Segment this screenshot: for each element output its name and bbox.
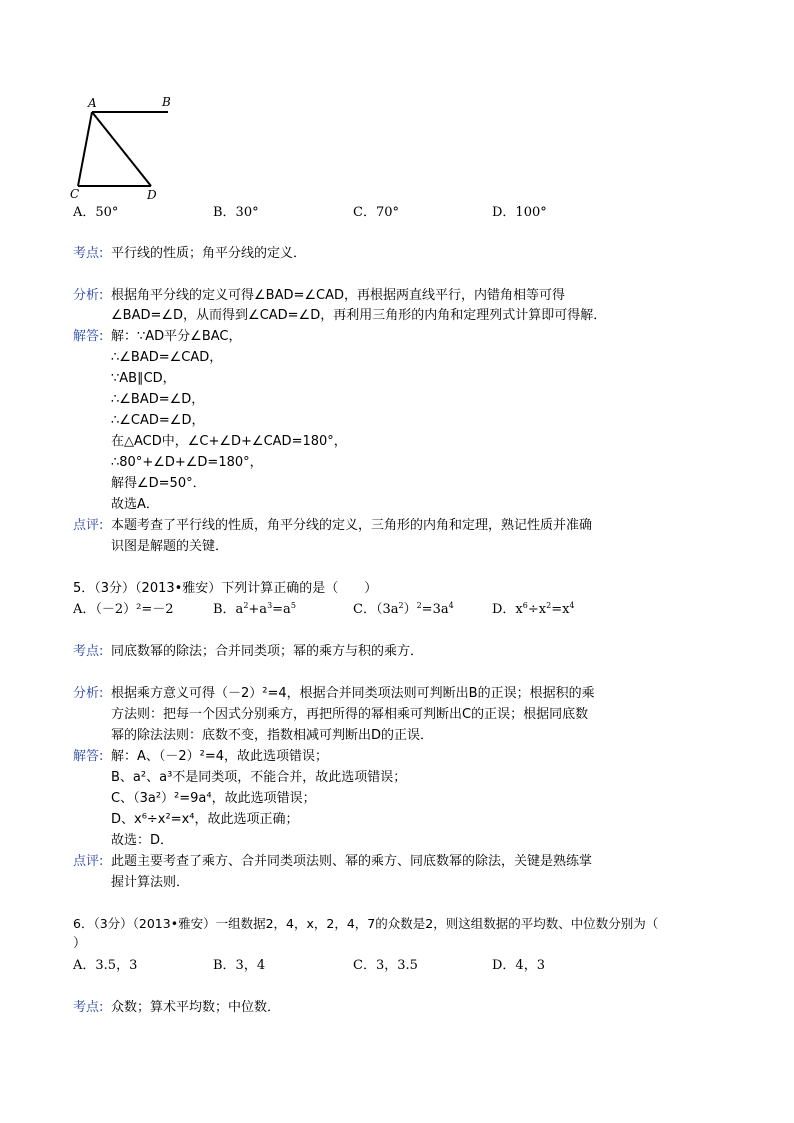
- q5-fenxi-label: 分析:: [73, 686, 104, 701]
- q6-option-c: C．3，3.5: [353, 958, 418, 973]
- q5-option-d: D．$x^6\div x^2=x^4$: [492, 601, 575, 617]
- point-label-d: D: [147, 188, 157, 202]
- q6-stem-line-2: ）: [73, 936, 87, 951]
- q4-jieda-line-7: ∴80°+∠D+∠D=180°，: [111, 455, 263, 470]
- point-label-a: A: [88, 96, 97, 110]
- q4-jieda-line-2: ∴∠BAD=∠CAD，: [111, 350, 223, 365]
- q6-kaodian-text: 众数；算术平均数；中位数．: [111, 1000, 281, 1015]
- q5-jieda-line-5: 故选：D．: [111, 833, 174, 848]
- q4-fenxi-line-1: 根据角平分线的定义可得∠BAD=∠CAD，再根据两直线平行，内错角相等可得: [111, 288, 566, 303]
- q4-jieda-line-8: 解得∠D=50°．: [111, 476, 206, 491]
- q6-kaodian-label: 考点:: [73, 1000, 104, 1015]
- q5-fenxi-line-1: 根据乘方意义可得（－2）²=4，根据合并同类项法则可判断出B的正误；根据积的乘: [111, 686, 595, 701]
- q5-dianping-label: 点评:: [73, 854, 104, 869]
- q5-dianping-line-1: 此题主要考查了乘方、合并同类项法则、幂的乘方、同底数幂的除法，关键是熟练掌: [111, 854, 593, 869]
- q5-kaodian-label: 考点:: [73, 644, 104, 659]
- q5-jieda-line-2: B、a²、a³不是同类项，不能合并，故此选项错误；: [111, 770, 407, 785]
- q5-fenxi-line-2: 方法则：把每一个因式分别乘方，再把所得的幂相乘可判断出C的正误；根据同底数: [111, 707, 589, 722]
- q6-option-b: B．3，4: [213, 958, 266, 973]
- segment-ac: [78, 112, 92, 186]
- q4-jieda-line-9: 故选A．: [111, 497, 159, 512]
- q5-option-c: C．$(3a^2)^2=3a^4$: [353, 601, 454, 617]
- q5-jieda-line-1: 解：A、（－2）²=4，故此选项错误；: [111, 749, 329, 764]
- q6-option-d: D．4，3: [492, 958, 545, 973]
- q4-fenxi-label: 分析:: [73, 288, 104, 303]
- q5-dianping-line-2: 握计算法则．: [111, 875, 190, 890]
- q4-option-d: D．100°: [492, 205, 547, 220]
- q5-kaodian-text: 同底数幂的除法；合并同类项；幂的乘方与积的乘方．: [111, 644, 424, 659]
- q5-option-a: A．（－2）²=－2: [73, 602, 174, 617]
- q5-fenxi-line-3: 幂的除法法则：底数不变，指数相减可判断出D的正误．: [111, 728, 434, 743]
- point-label-c: C: [70, 187, 80, 201]
- q4-kaodian-text: 平行线的性质；角平分线的定义．: [111, 246, 307, 261]
- q4-jieda-line-6: 在△ACD中，∠C+∠D+∠CAD=180°，: [111, 434, 347, 449]
- q4-jieda-label: 解答:: [73, 329, 104, 344]
- q4-dianping-line-1: 本题考查了平行线的性质，角平分线的定义，三角形的内角和定理，熟记性质并准确: [111, 518, 593, 533]
- q4-option-a: A．50°: [73, 205, 119, 220]
- q4-jieda-line-4: ∴∠BAD=∠D，: [111, 392, 205, 407]
- q4-jieda-line-3: ∵AB∥CD，: [111, 371, 176, 386]
- q4-jieda-line-1: 解：∵AD平分∠BAC，: [111, 329, 242, 344]
- q5-option-b: B．$a^2+a^3=a^5$: [213, 601, 296, 617]
- q4-fenxi-line-2: ∠BAD=∠D，从而得到∠CAD=∠D，再利用三角形的内角和定理列式计算即可得解．: [111, 308, 607, 323]
- q6-stem-line-1: 6．（3分）（2013•雅安）一组数据2，4，x，2，4，7的众数是2，则这组数据的平均数、中位数分别为（: [73, 916, 659, 931]
- q5-jieda-label: 解答:: [73, 749, 104, 764]
- q4-option-b: B．30°: [213, 205, 259, 220]
- q5-stem: 5．（3分）（2013•雅安）下列计算正确的是（ ）: [73, 581, 378, 596]
- q5-jieda-line-4: D、x⁶÷x²=x⁴，故此选项正确；: [111, 812, 299, 827]
- point-label-b: B: [162, 95, 171, 109]
- q4-kaodian-label: 考点:: [73, 246, 104, 261]
- q4-jieda-line-5: ∴∠CAD=∠D，: [111, 413, 205, 428]
- q6-option-a: A．3.5，3: [73, 958, 138, 973]
- q4-option-c: C．70°: [353, 205, 399, 220]
- segment-ad: [92, 112, 151, 186]
- q4-dianping-line-2: 识图是解题的关键．: [111, 539, 229, 554]
- q4-dianping-label: 点评:: [73, 518, 104, 533]
- q5-jieda-line-3: C、（3a²）²=9a⁴，故此选项错误；: [111, 791, 316, 806]
